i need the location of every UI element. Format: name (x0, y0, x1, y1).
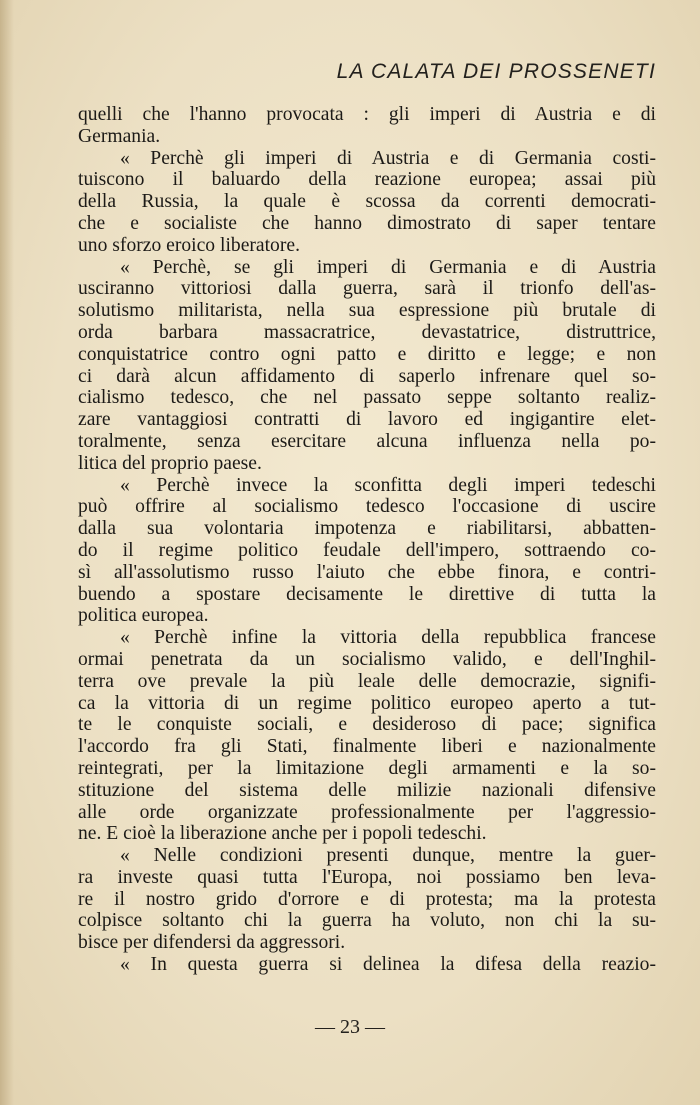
text-line: toralmente, senza esercitare alcuna influenza nella po- (78, 430, 656, 452)
text-line: buendo a spostare decisamente le direttive di tutta la (78, 583, 656, 605)
text-line: ci darà alcun affidamento di saperlo infrenare quel so- (78, 365, 656, 387)
text-line: do il regime politico feudale dell'impero, sottraendo co- (78, 539, 656, 561)
text-line: uno sforzo eroico liberatore. (78, 234, 300, 256)
text-line: Germania. (78, 125, 161, 147)
text-line: che e socialiste che hanno dimostrato di saper tentare (78, 212, 656, 234)
text-line: « Perchè gli imperi di Austria e di Germania costi- (120, 147, 656, 169)
text-line: orda barbara massacratrice, devastatrice, distruttrice, (78, 321, 656, 343)
text-line: terra ove prevale la più leale delle democrazie, signifi- (78, 670, 656, 692)
running-head: LA CALATA DEI PROSSENETI (336, 60, 656, 83)
text-line: colpisce soltanto chi la guerra ha voluto, non chi la su- (78, 910, 656, 932)
text-line: sì all'assolutismo russo l'aiuto che ebbe finora, e contri- (78, 561, 656, 583)
text-line: tuiscono il baluardo della reazione europea; assai più (78, 169, 656, 191)
text-line: stituzione del sistema delle milizie nazionali difensive (78, 779, 656, 801)
page-edge-shadow (0, 0, 14, 1105)
text-line: « Perchè infine la vittoria della repubblica francese (120, 627, 656, 649)
text-line: ra investe quasi tutta l'Europa, noi possiamo ben leva- (78, 866, 656, 888)
text-line: conquistatrice contro ogni patto e diritto e legge; e non (78, 343, 656, 365)
body-text (78, 104, 656, 976)
text-line: « In questa guerra si delinea la difesa della reazio- (120, 954, 656, 976)
text-line: reintegrati, per la limitazione degli armamenti e la so- (78, 757, 656, 779)
text-line: alle orde organizzate professionalmente per l'aggressio- (78, 801, 656, 823)
text-line: politica europea. (78, 605, 209, 627)
page-number: — 23 — (315, 1016, 385, 1038)
text-line: l'accordo fra gli Stati, finalmente liberi e nazionalmente (78, 736, 656, 758)
text-line: quelli che l'hanno provocata : gli imperi di Austria e di (78, 104, 656, 125)
text-line: ne. E cioè la liberazione anche per i popoli tedeschi. (78, 823, 487, 845)
text-line: può offrire al socialismo tedesco l'occasione di uscire (78, 496, 656, 518)
text-line: te le conquiste sociali, e desideroso di pace; significa (78, 714, 656, 736)
text-line: « Perchè invece la sconfitta degli imperi tedeschi (120, 474, 656, 496)
text-line: « Perchè, se gli imperi di Germania e di Austria (120, 256, 656, 278)
text-line: zare vantaggiosi contratti di lavoro ed ingigantire elet- (78, 409, 656, 431)
text-line: della Russia, la quale è scossa da correnti democrati- (78, 191, 656, 213)
text-line: re il nostro grido d'orrore e di protesta; ma la protesta (78, 888, 656, 910)
text-line: dalla sua volontaria impotenza e riabilitarsi, abbatten- (78, 518, 656, 540)
text-line: « Nelle condizioni presenti dunque, mentre la guer- (120, 845, 656, 867)
text-line: bisce per difendersi da aggressori. (78, 932, 346, 954)
text-line: ca la vittoria di un regime politico europeo aperto a tut- (78, 692, 656, 714)
text-line: litica del proprio paese. (78, 452, 262, 474)
text-line: ormai penetrata da un socialismo valido, e dell'Inghil- (78, 648, 656, 670)
text-line: solutismo militarista, nella sua espressione più brutale di (78, 300, 656, 322)
text-line: usciranno vittoriosi dalla guerra, sarà il trionfo dell'as- (78, 278, 656, 300)
text-line: cialismo tedesco, che nel passato seppe soltanto realiz- (78, 387, 656, 409)
